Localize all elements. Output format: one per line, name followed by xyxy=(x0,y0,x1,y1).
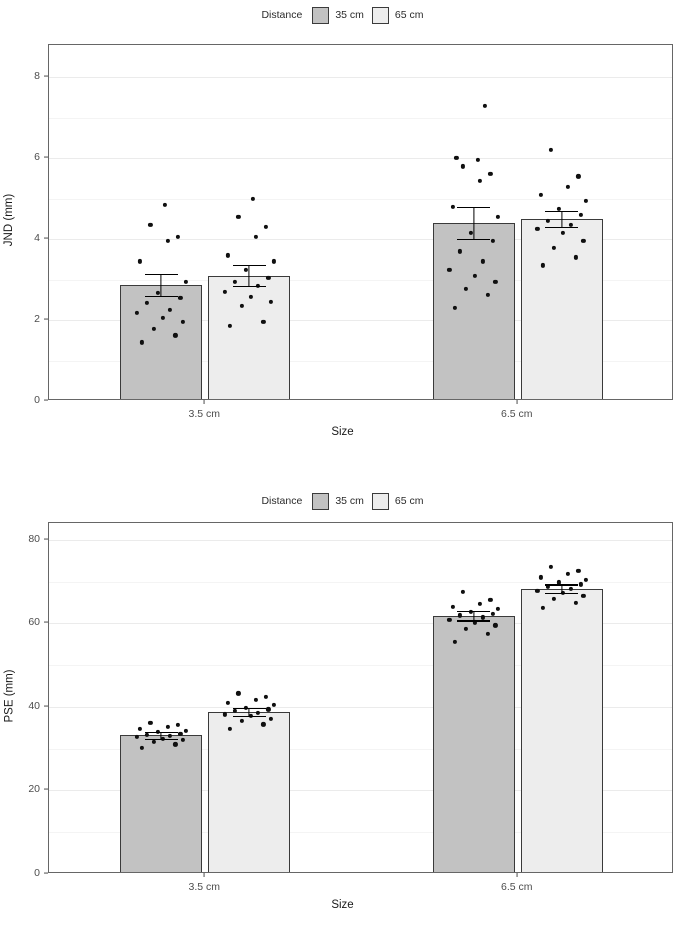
data-point xyxy=(566,572,570,576)
pse-figure xyxy=(0,470,685,933)
data-point xyxy=(483,104,487,108)
y-tick-label: 8 xyxy=(34,70,40,83)
data-point xyxy=(549,148,553,152)
error-bar xyxy=(249,708,250,716)
legend-swatch-65cm xyxy=(372,7,389,24)
error-bar-cap xyxy=(457,239,490,240)
data-point xyxy=(271,259,275,263)
y-tick-label: 20 xyxy=(28,783,40,796)
pse-plot-area xyxy=(0,508,685,933)
legend-title: Distance xyxy=(261,9,303,21)
legend-swatch-65cm xyxy=(372,493,389,510)
x-tick-label: 6.5 cm xyxy=(500,881,533,893)
data-point xyxy=(148,721,152,725)
y-tick-mark xyxy=(44,157,48,158)
error-bar-cap xyxy=(545,211,578,212)
bar-pse-6.5cm-65cm xyxy=(521,589,603,873)
y-tick-mark xyxy=(44,789,48,790)
data-point xyxy=(236,691,240,695)
error-bar xyxy=(473,207,474,239)
bar-pse-6.5cm-35cm xyxy=(433,616,515,873)
error-bar-cap xyxy=(545,227,578,228)
legend-key xyxy=(312,7,329,24)
legend-key xyxy=(372,7,389,24)
error-bar-cap xyxy=(233,708,266,709)
error-bar-cap xyxy=(457,611,490,612)
data-point xyxy=(163,203,167,207)
data-point xyxy=(264,695,268,699)
data-point xyxy=(584,199,588,203)
y-tick-mark xyxy=(44,705,48,706)
error-bar xyxy=(561,584,562,592)
data-point xyxy=(488,598,492,602)
data-point xyxy=(183,280,187,284)
jnd-y-axis-title: JND (mm) xyxy=(3,193,15,247)
error-bar-cap xyxy=(457,620,490,621)
error-bar-cap xyxy=(545,584,578,585)
gridline-major xyxy=(49,540,672,541)
legend-label-35cm: 35 cm xyxy=(335,9,364,21)
error-bar-cap xyxy=(233,265,266,266)
data-point xyxy=(226,701,230,705)
x-tick-mark xyxy=(204,873,205,877)
y-tick-label: 60 xyxy=(28,616,40,629)
error-bar-cap xyxy=(457,207,490,208)
x-tick-label: 6.5 cm xyxy=(500,408,533,420)
bar-jnd-3.5cm-35cm xyxy=(120,285,202,400)
bar-jnd-6.5cm-65cm xyxy=(521,219,603,400)
data-point xyxy=(166,725,170,729)
legend-item-35cm[interactable] xyxy=(312,7,364,24)
data-point xyxy=(251,197,255,201)
data-point xyxy=(461,589,465,593)
data-point xyxy=(461,164,465,168)
jnd-figure xyxy=(0,0,685,462)
jnd-plot-area xyxy=(0,22,685,462)
data-point xyxy=(478,602,482,606)
y-tick-mark xyxy=(44,76,48,77)
data-point xyxy=(496,607,500,611)
legend-item-65cm[interactable] xyxy=(372,7,424,24)
data-point xyxy=(264,225,268,229)
data-point xyxy=(496,215,500,219)
y-tick-label: 0 xyxy=(34,394,40,406)
y-tick-label: 2 xyxy=(34,313,40,326)
jnd-panel xyxy=(48,44,673,400)
y-tick-mark xyxy=(44,622,48,623)
y-tick-mark xyxy=(44,873,48,874)
data-point xyxy=(566,184,570,188)
pse-y-axis-title: PSE (mm) xyxy=(3,668,15,723)
data-point xyxy=(148,223,152,227)
data-point xyxy=(451,605,455,609)
x-tick-mark xyxy=(516,873,517,877)
jnd-x-axis-title: Size xyxy=(331,426,354,438)
error-bar-cap xyxy=(145,296,178,297)
data-point xyxy=(478,178,482,182)
gridline-major xyxy=(49,158,672,159)
data-point xyxy=(579,213,583,217)
data-point xyxy=(576,174,580,178)
data-point xyxy=(236,215,240,219)
data-point xyxy=(549,565,553,569)
gridline-minor xyxy=(49,118,672,119)
error-bar xyxy=(473,611,474,620)
y-tick-mark xyxy=(44,400,48,401)
y-tick-label: 4 xyxy=(34,232,40,245)
error-bar xyxy=(161,274,162,297)
legend-swatch-35cm xyxy=(312,7,329,24)
legend-label-65cm: 65 cm xyxy=(394,9,424,21)
data-point xyxy=(138,726,142,730)
data-point xyxy=(579,582,583,586)
data-point xyxy=(539,193,543,197)
legend-item-65cm[interactable] xyxy=(372,493,424,510)
legend-key xyxy=(372,493,389,510)
error-bar xyxy=(561,211,562,227)
x-tick-label: 3.5 cm xyxy=(188,408,221,420)
y-tick-label: 80 xyxy=(28,532,40,545)
pse-panel xyxy=(48,522,673,873)
x-tick-label: 3.5 cm xyxy=(188,881,221,893)
data-point xyxy=(266,707,270,711)
error-bar-cap xyxy=(233,716,266,717)
legend-swatch-35cm xyxy=(312,493,329,510)
error-bar xyxy=(249,265,250,286)
y-tick-label: 40 xyxy=(28,699,40,712)
data-point xyxy=(166,239,170,243)
data-point xyxy=(454,156,458,160)
error-bar-cap xyxy=(145,274,178,275)
data-point xyxy=(576,569,580,573)
legend-key xyxy=(312,493,329,510)
data-point xyxy=(488,172,492,176)
legend-item-35cm[interactable] xyxy=(312,493,364,510)
data-point xyxy=(226,253,230,257)
data-point xyxy=(475,158,479,162)
y-tick-mark xyxy=(44,238,48,239)
gridline-minor xyxy=(49,199,672,200)
error-bar-cap xyxy=(145,732,178,733)
x-tick-mark xyxy=(516,400,517,404)
bar-jnd-6.5cm-35cm xyxy=(433,223,515,400)
error-bar-cap xyxy=(233,286,266,287)
legend-label-35cm: 35 cm xyxy=(335,495,364,507)
data-point xyxy=(244,267,248,271)
x-tick-mark xyxy=(204,400,205,404)
pse-x-axis-title: Size xyxy=(331,899,354,911)
gridline-major xyxy=(49,77,672,78)
error-bar-cap xyxy=(545,593,578,594)
legend-label-65cm: 65 cm xyxy=(394,495,424,507)
y-tick-mark xyxy=(44,319,48,320)
y-tick-label: 0 xyxy=(34,867,40,879)
y-tick-label: 6 xyxy=(34,151,40,164)
data-point xyxy=(451,205,455,209)
bar-pse-3.5cm-35cm xyxy=(120,735,202,873)
data-point xyxy=(539,575,543,579)
error-bar-cap xyxy=(145,739,178,740)
data-point xyxy=(183,729,187,733)
bar-pse-3.5cm-65cm xyxy=(208,712,290,873)
data-point xyxy=(138,259,142,263)
data-point xyxy=(254,698,258,702)
data-point xyxy=(176,723,180,727)
legend-title: Distance xyxy=(261,495,303,507)
y-tick-mark xyxy=(44,538,48,539)
